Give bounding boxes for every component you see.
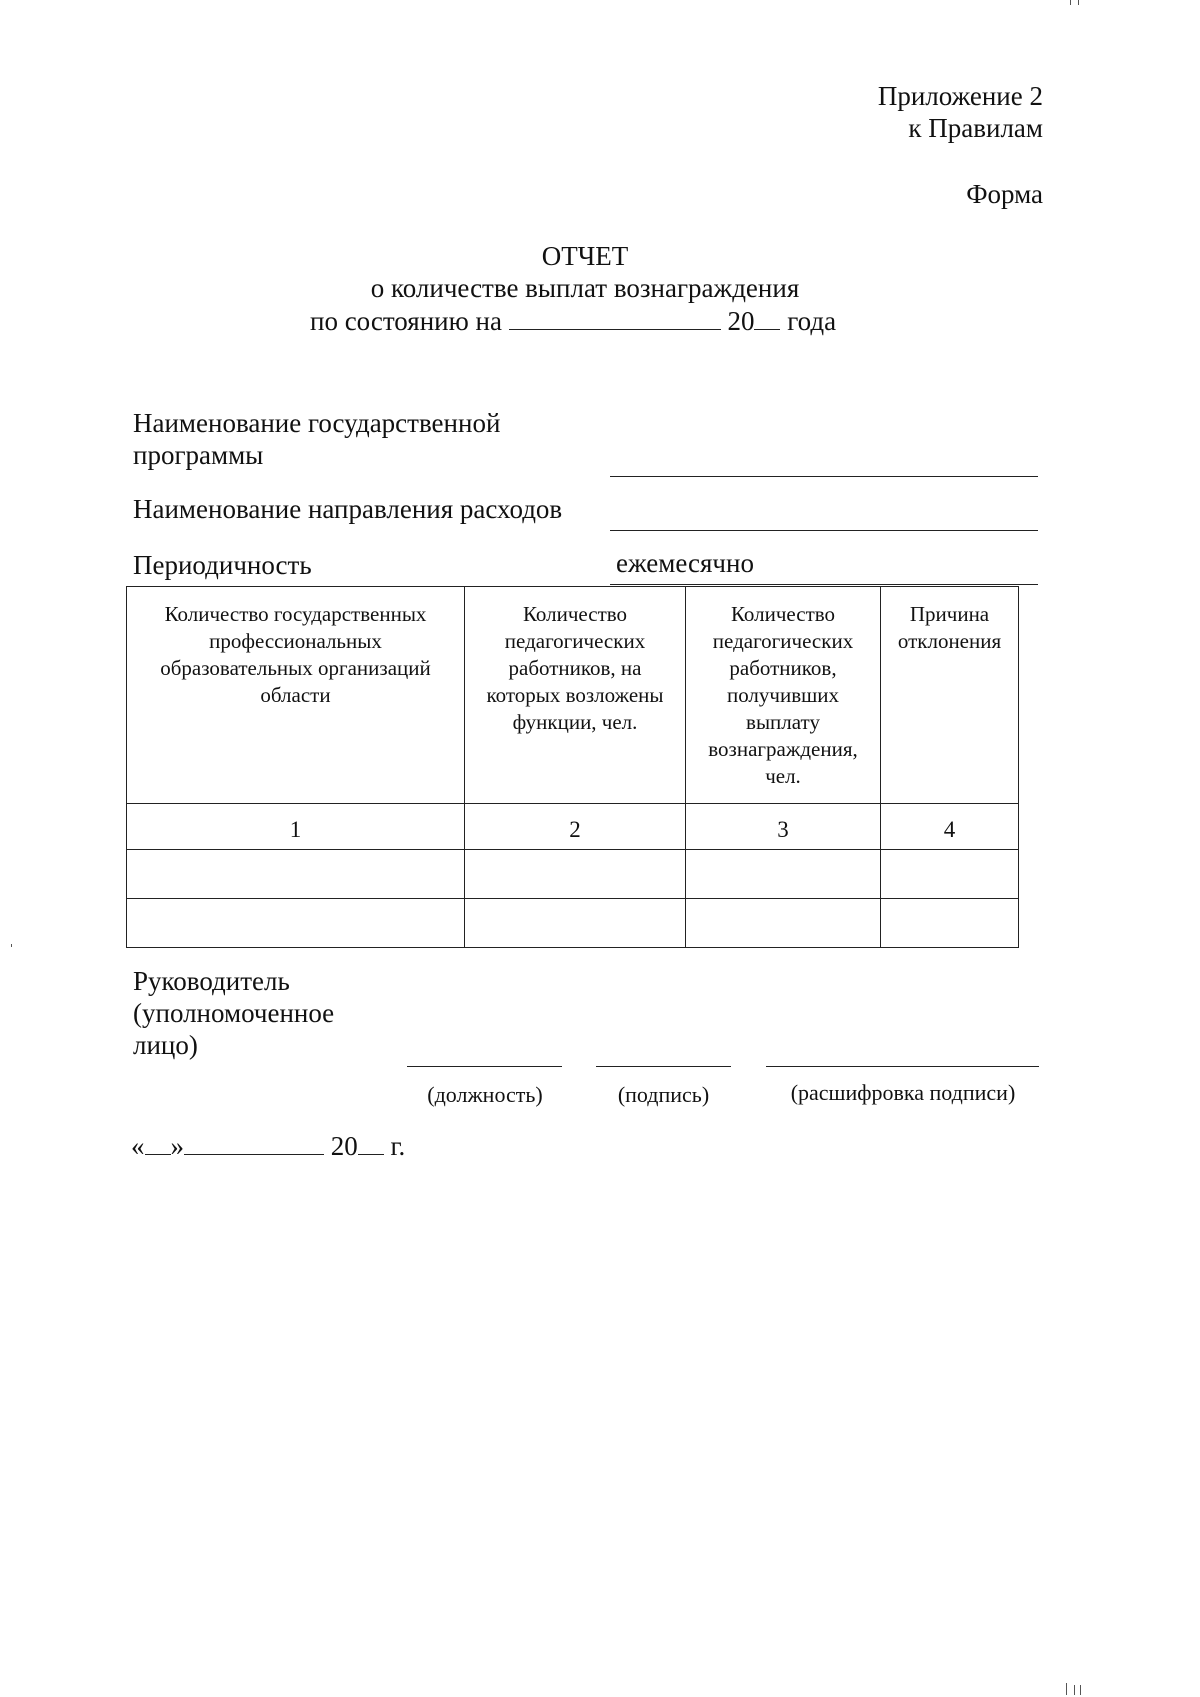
report-table	[126, 586, 1019, 948]
signature-date-line	[131, 1130, 405, 1162]
close-quote: »	[170, 1131, 184, 1161]
program-label: Наименование государственной программы	[133, 408, 501, 470]
report-title: ОТЧЕТ	[541, 241, 629, 271]
date-year-2: 20	[330, 1131, 358, 1161]
signature-line	[596, 1066, 731, 1067]
report-subtitle: о количестве выплат вознаграждения	[370, 273, 800, 303]
date-blank	[509, 305, 721, 330]
header-assigned-teachers: Количество педагогических работников, на которых возложены функции, чел.	[465, 587, 686, 804]
position-label: (должность)	[427, 1082, 543, 1107]
table-row	[127, 899, 1019, 948]
date-prefix: по состоянию на	[310, 306, 502, 336]
appendix-rules: к Правилам	[908, 113, 1043, 143]
decoding-line	[766, 1066, 1039, 1067]
date-suffix-2: г.	[390, 1131, 406, 1161]
year-blank	[754, 305, 780, 330]
table-cell	[127, 899, 465, 948]
scan-mark	[11, 944, 12, 947]
scan-mark	[1078, 0, 1079, 5]
table-cell	[881, 850, 1019, 899]
column-number: 3	[686, 804, 881, 850]
date-year: 20	[727, 306, 755, 336]
open-quote: «	[131, 1131, 145, 1161]
scan-mark	[1074, 1685, 1075, 1695]
form-label: Форма	[966, 179, 1043, 209]
table-number-row	[127, 804, 1019, 850]
periodicity-value: ежемесячно	[616, 548, 754, 578]
table-cell	[465, 850, 686, 899]
table-cell	[686, 850, 881, 899]
periodicity-label: Периодичность	[133, 550, 312, 580]
table-cell	[465, 899, 686, 948]
table-cell	[881, 899, 1019, 948]
column-number: 4	[881, 804, 1019, 850]
day-blank	[145, 1130, 171, 1155]
table-cell	[686, 899, 881, 948]
month-blank	[184, 1130, 324, 1155]
scan-mark	[1080, 1685, 1081, 1695]
decoding-label: (расшифровка подписи)	[790, 1080, 1016, 1105]
date-suffix: года	[787, 306, 837, 336]
expense-field-line	[610, 530, 1038, 531]
report-date-line	[310, 305, 836, 337]
signature-label: (подпись)	[617, 1082, 710, 1107]
expense-label: Наименование направления расходов	[133, 494, 563, 524]
periodicity-field-line	[610, 584, 1038, 585]
column-number: 2	[465, 804, 686, 850]
program-field-line	[610, 476, 1038, 477]
table-cell	[127, 850, 465, 899]
scan-mark	[1070, 0, 1071, 5]
header-organizations-count: Количество государственных профессиональных образовательных организаций области	[127, 587, 465, 804]
column-number: 1	[127, 804, 465, 850]
position-line	[407, 1066, 562, 1067]
head-label: Руководитель (уполномоченное лицо)	[133, 966, 335, 1060]
table-row	[127, 850, 1019, 899]
scan-mark	[1066, 1683, 1067, 1695]
header-deviation-reason: Причина отклонения	[881, 587, 1019, 804]
appendix-number: Приложение 2	[877, 81, 1043, 111]
year-blank-2	[358, 1130, 384, 1155]
table-header-row	[127, 587, 1019, 804]
header-paid-teachers: Количество педагогических работников, получивших выплату вознаграждения, чел.	[686, 587, 881, 804]
